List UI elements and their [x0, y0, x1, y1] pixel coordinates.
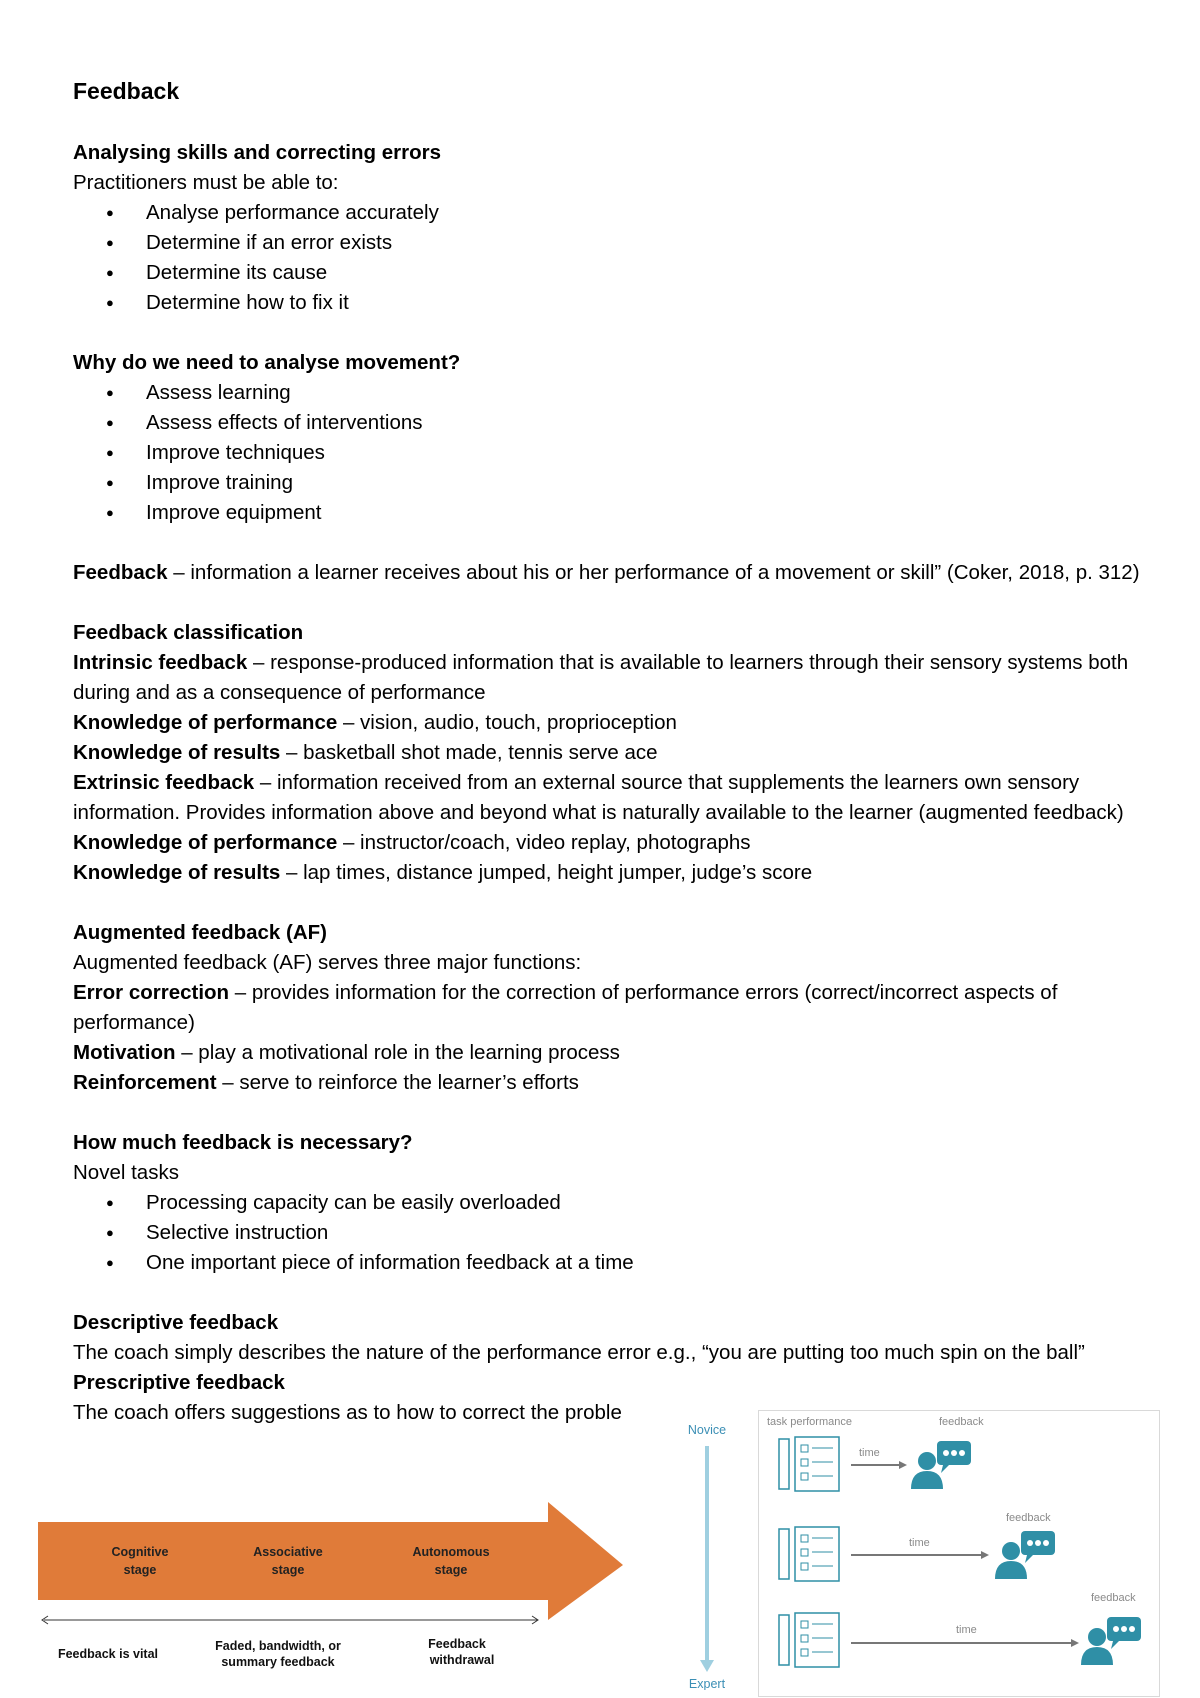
kp-intrinsic-paragraph	[73, 708, 1143, 738]
dot-icon	[943, 1450, 949, 1456]
intrinsic-feedback-paragraph	[73, 648, 1143, 708]
dot-icon	[1113, 1626, 1119, 1632]
task-performance-label: task performance	[767, 1416, 852, 1428]
speech-tail-icon	[1111, 1641, 1119, 1649]
dot-icon	[1027, 1540, 1033, 1546]
dot-icon	[959, 1450, 965, 1456]
text: – play a motivational role in the learning process	[175, 1041, 620, 1064]
term: Knowledge of performance	[73, 711, 338, 734]
term: Knowledge of results	[73, 861, 281, 884]
section-heading-classification: Feedback classification	[73, 621, 304, 644]
dot-icon	[1043, 1540, 1049, 1546]
person-body-icon	[1081, 1647, 1113, 1665]
feedback-label: feedback	[1091, 1592, 1136, 1604]
checkbox-icon	[801, 1445, 808, 1452]
augmented-intro: Augmented feedback (AF) serves three major functions:	[73, 951, 582, 974]
section-heading-analysing: Analysing skills and correcting errors	[73, 141, 441, 164]
list-item: ● Analyse performance accurately	[73, 198, 1143, 228]
list-item: ● Determine if an error exists	[73, 228, 1143, 258]
definition-text: – information a learner receives about his or her performance of a movement or skill” (Coker, 2018, p. 312)	[167, 561, 1140, 584]
term: Error correction	[73, 981, 230, 1004]
error-correction-paragraph	[73, 978, 1143, 1038]
time-label: time	[859, 1447, 880, 1459]
person-body-icon	[911, 1471, 943, 1489]
feedback-timing-figure	[758, 1410, 1160, 1697]
arrowhead-icon	[981, 1551, 989, 1559]
person-head-icon	[1088, 1628, 1106, 1646]
caption-line: Feedback is vital	[57, 1647, 159, 1661]
caption-line: withdrawal	[429, 1653, 495, 1667]
novice-label: Novice	[687, 1423, 727, 1437]
bullet-list-analysing	[73, 198, 1143, 318]
dot-icon	[1121, 1626, 1127, 1632]
term: Reinforcement	[73, 1071, 217, 1094]
speech-tail-icon	[1025, 1555, 1033, 1563]
arrowhead-icon	[1071, 1639, 1079, 1647]
checkbox-icon	[801, 1621, 808, 1628]
arrowhead-icon	[899, 1461, 907, 1469]
checkbox-icon	[801, 1459, 808, 1466]
list-item: ● Assess effects of interventions	[73, 408, 1143, 438]
list-item: ● Determine how to fix it	[73, 288, 1143, 318]
feedback-label: feedback	[1006, 1512, 1051, 1524]
section-heading-prescriptive: Prescriptive feedback	[73, 1371, 285, 1394]
section-heading-augmented: Augmented feedback (AF)	[73, 921, 327, 944]
pencil-icon	[779, 1439, 789, 1489]
pencil-icon	[779, 1615, 789, 1665]
person-head-icon	[918, 1452, 936, 1470]
descriptive-text: The coach simply describes the nature of the performance error e.g., “you are putting too much spin on the ball”	[73, 1341, 1085, 1364]
novice-expert-figure	[672, 1420, 742, 1690]
prescriptive-text: The coach offers suggestions as to how to correct the proble	[73, 1401, 622, 1424]
dot-icon	[951, 1450, 957, 1456]
list-item: ● Assess learning	[73, 378, 1143, 408]
down-arrowhead-icon	[700, 1660, 714, 1672]
checkbox-icon	[801, 1563, 808, 1570]
kr-extrinsic-paragraph	[73, 858, 1143, 888]
stage-name: Associative	[253, 1545, 323, 1559]
section-heading-why: Why do we need to analyse movement?	[73, 351, 461, 374]
stage-name: Autonomous	[412, 1545, 490, 1559]
feedback-definition	[73, 558, 1143, 588]
list-item: ● Selective instruction	[73, 1218, 1143, 1248]
term: Knowledge of performance	[73, 831, 338, 854]
stage-sub: stage	[123, 1563, 157, 1577]
term: Knowledge of results	[73, 741, 281, 764]
page-title: Feedback	[73, 78, 180, 104]
dot-icon	[1129, 1626, 1135, 1632]
kr-intrinsic-paragraph	[73, 738, 1143, 768]
bullet-list-novel	[73, 1188, 1143, 1278]
stage-sub: stage	[271, 1563, 305, 1577]
text: – instructor/coach, video replay, photographs	[337, 831, 751, 854]
list-item: ● Improve training	[73, 468, 1143, 498]
timing-row-3	[779, 1592, 1141, 1667]
bullet-list-why	[73, 378, 1143, 528]
list-item: ● Improve techniques	[73, 438, 1143, 468]
checkbox-icon	[801, 1535, 808, 1542]
learning-stages-figure	[38, 1500, 638, 1690]
caption-line: summary feedback	[221, 1655, 335, 1669]
pencil-icon	[779, 1529, 789, 1579]
person-body-icon	[995, 1561, 1027, 1579]
section-heading-descriptive: Descriptive feedback	[73, 1311, 279, 1334]
text: – provides information for the correction of performance errors (correct/incorrect aspects of performance)	[73, 981, 1058, 1034]
speech-tail-icon	[941, 1465, 949, 1473]
feedback-header-label: feedback	[939, 1416, 984, 1428]
list-item: ● Improve equipment	[73, 498, 1143, 528]
checkbox-icon	[801, 1635, 808, 1642]
timing-row-1	[779, 1437, 971, 1491]
time-label: time	[956, 1624, 977, 1636]
dot-icon	[1035, 1540, 1041, 1546]
motivation-paragraph	[73, 1038, 1143, 1068]
section-heading-how-much: How much feedback is necessary?	[73, 1131, 413, 1154]
document-body	[73, 74, 1143, 1428]
caption-line: Feedback	[428, 1637, 486, 1651]
text: – basketball shot made, tennis serve ace	[280, 741, 658, 764]
stage-name: Cognitive	[111, 1545, 169, 1559]
expert-label: Expert	[688, 1677, 726, 1690]
definition-term: Feedback	[73, 561, 168, 584]
text: – information received from an external source that supplements the learners own sensory information. Provides information above and beyond what is naturally available to the learner (augmented feedback)	[73, 771, 1124, 824]
text: – response-produced information that is available to learners through their sensory systems both during and as a consequence of performance	[73, 651, 1129, 704]
section-intro: Practitioners must be able to:	[73, 171, 339, 194]
term: Motivation	[73, 1041, 176, 1064]
kp-extrinsic-paragraph	[73, 828, 1143, 858]
caption-line: Faded, bandwidth, or	[215, 1639, 341, 1653]
list-item: ● One important piece of information feedback at a time	[73, 1248, 1143, 1278]
extrinsic-feedback-paragraph	[73, 768, 1143, 828]
term: Extrinsic feedback	[73, 771, 255, 794]
checkbox-icon	[801, 1649, 808, 1656]
reinforcement-paragraph	[73, 1068, 1143, 1098]
novel-tasks-label: Novel tasks	[73, 1161, 179, 1184]
list-item: ● Determine its cause	[73, 258, 1143, 288]
timing-row-2	[779, 1512, 1055, 1581]
checkbox-icon	[801, 1549, 808, 1556]
term: Intrinsic feedback	[73, 651, 248, 674]
time-label: time	[909, 1537, 930, 1549]
list-item: ● Processing capacity can be easily overloaded	[73, 1188, 1143, 1218]
text: – lap times, distance jumped, height jumper, judge’s score	[280, 861, 813, 884]
checkbox-icon	[801, 1473, 808, 1480]
text: – serve to reinforce the learner’s efforts	[216, 1071, 579, 1094]
stage-sub: stage	[434, 1563, 468, 1577]
text: – vision, audio, touch, proprioception	[337, 711, 677, 734]
person-head-icon	[1002, 1542, 1020, 1560]
